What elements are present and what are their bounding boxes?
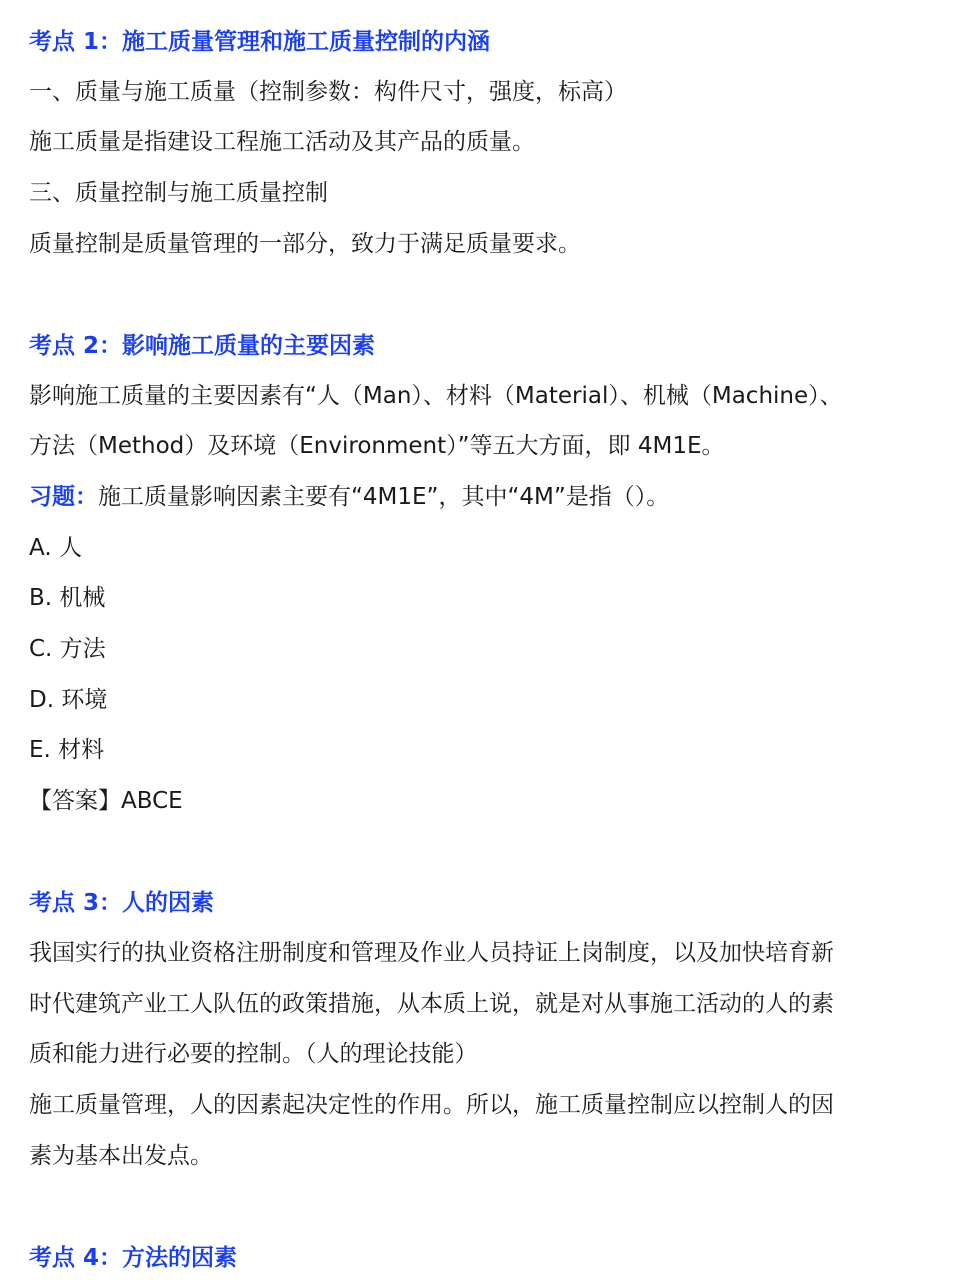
exercise-text: 施工质量影响因素主要有“4M1E”，其中“4M”是指（）。 xyxy=(98,484,670,510)
option-c: C. 方法 xyxy=(29,636,106,662)
section-1-line-1: 一、质量与施工质量（控制参数：构件尺寸，强度，标高） xyxy=(29,79,627,105)
section-3-line-2: 时代建筑产业工人队伍的政策措施，从本质上说，就是对从事施工活动的人的素 xyxy=(29,991,834,1017)
answer: 【答案】ABCE xyxy=(29,788,183,814)
exercise-question xyxy=(29,482,934,512)
section-4-heading: 考点 4：方法的因素 xyxy=(29,1245,238,1271)
section-3-heading: 考点 3：人的因素 xyxy=(29,890,215,916)
section-3-line-5: 素为基本出发点。 xyxy=(29,1143,213,1169)
section-1-line-2: 施工质量是指建设工程施工活动及其产品的质量。 xyxy=(29,129,535,155)
section-2-line-2: 方法（Method）及环境（Environment）”等五大方面，即 4M1E。 xyxy=(29,433,725,459)
option-d: D. 环境 xyxy=(29,687,108,713)
option-a: A. 人 xyxy=(29,535,82,561)
exercise-label: 习题： xyxy=(29,484,98,510)
section-3-line-3: 质和能力进行必要的控制。（人的理论技能） xyxy=(29,1041,478,1067)
section-3-line-4: 施工质量管理，人的因素起决定性的作用。所以，施工质量控制应以控制人的因 xyxy=(29,1092,834,1118)
option-b: B. 机械 xyxy=(29,585,106,611)
section-2-line-1: 影响施工质量的主要因素有“人（Man）、材料（Material）、机械（Machine）、 xyxy=(29,383,843,409)
section-2-heading: 考点 2：影响施工质量的主要因素 xyxy=(29,333,376,359)
section-3-line-1: 我国实行的执业资格注册制度和管理及作业人员持证上岗制度，以及加快培育新 xyxy=(29,940,834,966)
section-1-line-4: 质量控制是质量管理的一部分，致力于满足质量要求。 xyxy=(29,231,581,257)
section-1-line-3: 三、质量控制与施工质量控制 xyxy=(29,180,328,206)
option-e: E. 材料 xyxy=(29,737,105,763)
section-1-heading: 考点 1：施工质量管理和施工质量控制的内涵 xyxy=(29,29,491,55)
